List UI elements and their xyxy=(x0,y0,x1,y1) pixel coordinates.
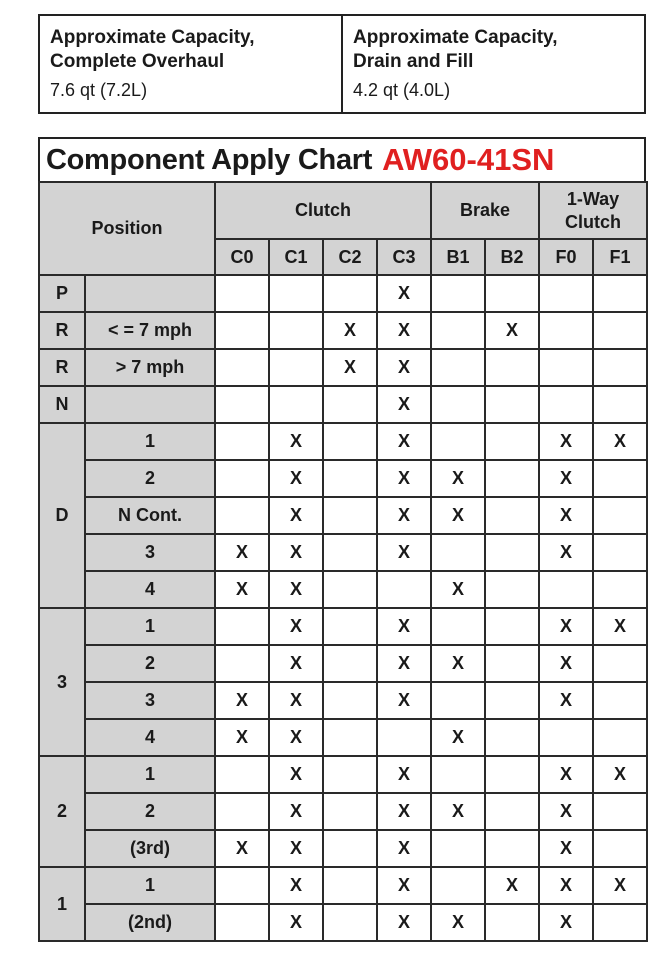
header-oneway-clutch: 1-Way Clutch xyxy=(539,182,647,239)
position-cell: N xyxy=(39,386,85,423)
range-cell: 1 xyxy=(85,756,215,793)
apply-cell-c0 xyxy=(215,275,269,312)
apply-cell-b2 xyxy=(485,275,539,312)
apply-cell-b1 xyxy=(431,682,485,719)
apply-cell-b2 xyxy=(485,608,539,645)
apply-cell-f0: X xyxy=(539,534,593,571)
apply-cell-c1: X xyxy=(269,719,323,756)
apply-cell-b2: X xyxy=(485,867,539,904)
range-cell: 3 xyxy=(85,682,215,719)
apply-cell-f0: X xyxy=(539,904,593,941)
header-c1: C1 xyxy=(269,239,323,275)
apply-cell-c3: X xyxy=(377,349,431,386)
apply-cell-f1: X xyxy=(593,867,647,904)
capacity-overhaul-label: Approximate Capacity, Complete Overhaul xyxy=(50,27,255,72)
chart-title: Component Apply Chart xyxy=(46,143,373,176)
apply-cell-f1: X xyxy=(593,756,647,793)
apply-cell-c2 xyxy=(323,497,377,534)
apply-cell-c0 xyxy=(215,904,269,941)
apply-cell-c0 xyxy=(215,312,269,349)
apply-cell-c0 xyxy=(215,608,269,645)
apply-cell-c0: X xyxy=(215,571,269,608)
capacity-overhaul xyxy=(40,16,341,112)
apply-cell-c1: X xyxy=(269,460,323,497)
apply-cell-c0 xyxy=(215,867,269,904)
apply-cell-c3: X xyxy=(377,682,431,719)
range-cell xyxy=(85,275,215,312)
table-row xyxy=(39,719,647,756)
apply-cell-f1: X xyxy=(593,423,647,460)
header-f0: F0 xyxy=(539,239,593,275)
range-cell: 4 xyxy=(85,571,215,608)
table-row xyxy=(39,349,647,386)
range-cell: > 7 mph xyxy=(85,349,215,386)
apply-cell-c1 xyxy=(269,386,323,423)
apply-cell-b2 xyxy=(485,756,539,793)
header-b2: B2 xyxy=(485,239,539,275)
apply-cell-f0: X xyxy=(539,423,593,460)
apply-cell-f1 xyxy=(593,349,647,386)
apply-cell-c2 xyxy=(323,534,377,571)
apply-cell-c1: X xyxy=(269,571,323,608)
apply-cell-c1: X xyxy=(269,830,323,867)
apply-cell-c0 xyxy=(215,349,269,386)
apply-cell-b2 xyxy=(485,349,539,386)
apply-cell-f1 xyxy=(593,645,647,682)
apply-cell-c2 xyxy=(323,608,377,645)
apply-cell-c0 xyxy=(215,645,269,682)
apply-cell-c1: X xyxy=(269,682,323,719)
position-cell: 2 xyxy=(39,756,85,867)
range-cell: 2 xyxy=(85,645,215,682)
apply-chart xyxy=(38,137,646,942)
apply-cell-b1 xyxy=(431,830,485,867)
apply-cell-c0 xyxy=(215,497,269,534)
apply-table xyxy=(38,181,648,942)
apply-cell-b1: X xyxy=(431,719,485,756)
apply-cell-c2: X xyxy=(323,349,377,386)
apply-cell-f0: X xyxy=(539,830,593,867)
range-cell: (3rd) xyxy=(85,830,215,867)
apply-cell-b1 xyxy=(431,756,485,793)
range-cell: < = 7 mph xyxy=(85,312,215,349)
table-row xyxy=(39,386,647,423)
apply-cell-b1 xyxy=(431,349,485,386)
header-c3: C3 xyxy=(377,239,431,275)
apply-cell-f0: X xyxy=(539,756,593,793)
apply-cell-c0: X xyxy=(215,534,269,571)
apply-cell-c3: X xyxy=(377,423,431,460)
apply-cell-b2: X xyxy=(485,312,539,349)
table-row xyxy=(39,497,647,534)
apply-cell-c3: X xyxy=(377,793,431,830)
apply-cell-b2 xyxy=(485,534,539,571)
range-cell: 1 xyxy=(85,608,215,645)
apply-cell-c2 xyxy=(323,423,377,460)
apply-cell-b1: X xyxy=(431,904,485,941)
apply-cell-c3: X xyxy=(377,460,431,497)
apply-cell-b2 xyxy=(485,719,539,756)
capacity-box xyxy=(38,14,646,114)
apply-cell-f1 xyxy=(593,682,647,719)
apply-cell-c3: X xyxy=(377,275,431,312)
header-position: Position xyxy=(39,182,215,275)
range-cell: 2 xyxy=(85,793,215,830)
apply-cell-b2 xyxy=(485,645,539,682)
capacity-drain-label: Approximate Capacity, Drain and Fill xyxy=(353,27,558,72)
apply-cell-c2 xyxy=(323,719,377,756)
apply-cell-b2 xyxy=(485,460,539,497)
apply-cell-c3: X xyxy=(377,608,431,645)
apply-cell-f1 xyxy=(593,460,647,497)
apply-cell-c2 xyxy=(323,571,377,608)
apply-cell-f0 xyxy=(539,349,593,386)
apply-cell-c3: X xyxy=(377,497,431,534)
apply-cell-b1 xyxy=(431,608,485,645)
apply-cell-f1 xyxy=(593,719,647,756)
apply-cell-c2 xyxy=(323,682,377,719)
apply-cell-f0 xyxy=(539,275,593,312)
apply-cell-f0: X xyxy=(539,645,593,682)
apply-cell-f1 xyxy=(593,793,647,830)
table-row xyxy=(39,867,647,904)
apply-cell-c0 xyxy=(215,386,269,423)
apply-cell-b2 xyxy=(485,571,539,608)
apply-cell-c1: X xyxy=(269,645,323,682)
apply-cell-b1 xyxy=(431,386,485,423)
apply-cell-c2 xyxy=(323,830,377,867)
apply-cell-c1: X xyxy=(269,534,323,571)
apply-cell-c0: X xyxy=(215,830,269,867)
apply-cell-c0 xyxy=(215,756,269,793)
apply-cell-c2 xyxy=(323,867,377,904)
apply-cell-c3: X xyxy=(377,867,431,904)
range-cell xyxy=(85,386,215,423)
header-clutch: Clutch xyxy=(215,182,431,239)
range-cell: 3 xyxy=(85,534,215,571)
apply-cell-b2 xyxy=(485,386,539,423)
table-row xyxy=(39,645,647,682)
apply-cell-f0: X xyxy=(539,497,593,534)
apply-cell-b1: X xyxy=(431,793,485,830)
position-cell: 1 xyxy=(39,867,85,941)
apply-cell-b1 xyxy=(431,275,485,312)
apply-cell-b1: X xyxy=(431,571,485,608)
apply-cell-f1 xyxy=(593,571,647,608)
apply-cell-c2 xyxy=(323,756,377,793)
apply-cell-c0: X xyxy=(215,719,269,756)
apply-cell-f1 xyxy=(593,497,647,534)
position-cell: D xyxy=(39,423,85,608)
apply-cell-c1 xyxy=(269,275,323,312)
apply-cell-c3: X xyxy=(377,386,431,423)
apply-cell-f1 xyxy=(593,904,647,941)
apply-cell-c3 xyxy=(377,571,431,608)
apply-cell-c1 xyxy=(269,349,323,386)
range-cell: 4 xyxy=(85,719,215,756)
header-f1: F1 xyxy=(593,239,647,275)
apply-cell-c3 xyxy=(377,719,431,756)
apply-cell-f0 xyxy=(539,386,593,423)
apply-cell-c3: X xyxy=(377,904,431,941)
range-cell: N Cont. xyxy=(85,497,215,534)
position-cell: P xyxy=(39,275,85,312)
table-row xyxy=(39,756,647,793)
header-brake: Brake xyxy=(431,182,539,239)
apply-cell-c1: X xyxy=(269,608,323,645)
apply-cell-c0 xyxy=(215,793,269,830)
apply-cell-c1: X xyxy=(269,756,323,793)
apply-cell-b2 xyxy=(485,497,539,534)
apply-cell-f0: X xyxy=(539,608,593,645)
header-c0: C0 xyxy=(215,239,269,275)
apply-cell-f1 xyxy=(593,830,647,867)
capacity-drain xyxy=(341,16,644,112)
apply-cell-b1: X xyxy=(431,460,485,497)
apply-cell-b1 xyxy=(431,423,485,460)
header-c2: C2 xyxy=(323,239,377,275)
apply-cell-f1 xyxy=(593,534,647,571)
range-cell: (2nd) xyxy=(85,904,215,941)
apply-cell-f1: X xyxy=(593,608,647,645)
apply-cell-c1: X xyxy=(269,423,323,460)
table-row xyxy=(39,423,647,460)
table-row xyxy=(39,830,647,867)
apply-cell-f0 xyxy=(539,719,593,756)
apply-cell-c3: X xyxy=(377,830,431,867)
apply-cell-c1: X xyxy=(269,793,323,830)
apply-cell-f0: X xyxy=(539,460,593,497)
table-row xyxy=(39,460,647,497)
apply-cell-f0 xyxy=(539,571,593,608)
apply-cell-c2 xyxy=(323,793,377,830)
apply-cell-c3: X xyxy=(377,534,431,571)
table-row xyxy=(39,793,647,830)
apply-cell-b1 xyxy=(431,534,485,571)
table-row xyxy=(39,682,647,719)
apply-cell-c2 xyxy=(323,386,377,423)
apply-cell-f0: X xyxy=(539,867,593,904)
apply-cell-c2: X xyxy=(323,312,377,349)
apply-cell-b2 xyxy=(485,904,539,941)
apply-cell-c2 xyxy=(323,645,377,682)
apply-cell-b1 xyxy=(431,867,485,904)
apply-cell-f1 xyxy=(593,312,647,349)
table-row xyxy=(39,608,647,645)
range-cell: 1 xyxy=(85,867,215,904)
apply-table-body xyxy=(39,275,647,941)
table-row xyxy=(39,534,647,571)
chart-model: AW60-41SN xyxy=(382,142,555,177)
table-row xyxy=(39,312,647,349)
apply-cell-c1: X xyxy=(269,867,323,904)
capacity-overhaul-value: 7.6 qt (7.2L) xyxy=(50,80,148,100)
header-b1: B1 xyxy=(431,239,485,275)
apply-cell-c1 xyxy=(269,312,323,349)
capacity-drain-value: 4.2 qt (4.0L) xyxy=(353,80,451,100)
table-row xyxy=(39,571,647,608)
apply-cell-f1 xyxy=(593,386,647,423)
apply-cell-c2 xyxy=(323,275,377,312)
apply-cell-c0 xyxy=(215,423,269,460)
apply-cell-b2 xyxy=(485,793,539,830)
apply-cell-c3: X xyxy=(377,312,431,349)
apply-cell-b2 xyxy=(485,830,539,867)
range-cell: 2 xyxy=(85,460,215,497)
apply-cell-f0: X xyxy=(539,682,593,719)
apply-cell-b1: X xyxy=(431,497,485,534)
apply-cell-f1 xyxy=(593,275,647,312)
apply-cell-c0: X xyxy=(215,682,269,719)
apply-cell-c2 xyxy=(323,460,377,497)
apply-cell-c3: X xyxy=(377,645,431,682)
apply-cell-b1: X xyxy=(431,645,485,682)
table-row xyxy=(39,904,647,941)
apply-cell-c3: X xyxy=(377,756,431,793)
apply-cell-b2 xyxy=(485,682,539,719)
apply-cell-c0 xyxy=(215,460,269,497)
chart-title-bar xyxy=(38,137,646,181)
apply-cell-f0 xyxy=(539,312,593,349)
apply-cell-c1: X xyxy=(269,497,323,534)
position-cell: R xyxy=(39,312,85,349)
apply-cell-f0: X xyxy=(539,793,593,830)
apply-cell-c2 xyxy=(323,904,377,941)
position-cell: R xyxy=(39,349,85,386)
apply-cell-b1 xyxy=(431,312,485,349)
table-row xyxy=(39,275,647,312)
apply-cell-c1: X xyxy=(269,904,323,941)
range-cell: 1 xyxy=(85,423,215,460)
apply-cell-b2 xyxy=(485,423,539,460)
position-cell: 3 xyxy=(39,608,85,756)
